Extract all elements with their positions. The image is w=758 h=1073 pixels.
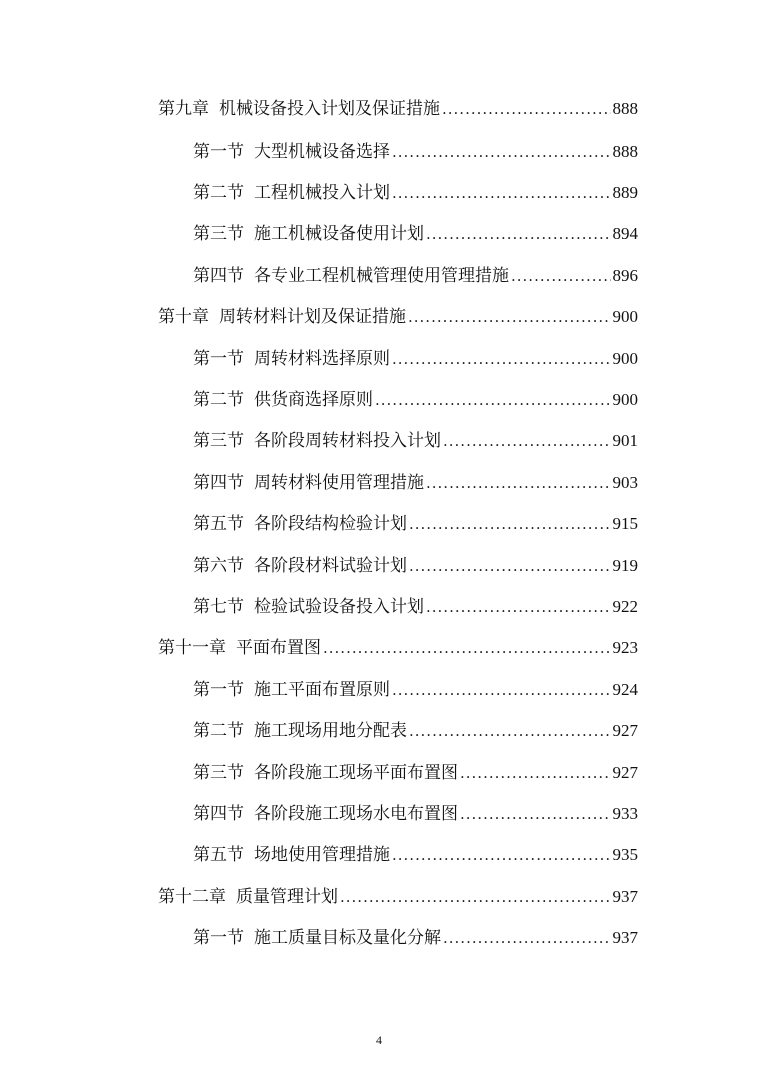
toc-entry-page: 900	[612, 307, 638, 326]
dot-leader	[375, 385, 611, 415]
dot-leader	[426, 219, 611, 249]
toc-entry-section	[193, 468, 638, 498]
toc-entry-label: 第五节	[193, 845, 244, 865]
toc-entry-label: 第三节	[193, 224, 244, 244]
toc-entry-label: 第四节	[193, 266, 244, 286]
toc-entry-page: 896	[612, 266, 638, 285]
toc-entry-page: 894	[612, 224, 638, 243]
toc-entry-page: 922	[612, 597, 638, 616]
toc-entry-title: 周转材料选择原则	[254, 349, 390, 369]
toc-entry-title: 周转材料计划及保证措施	[219, 307, 406, 327]
toc-entry-page: 901	[612, 431, 638, 450]
dot-leader	[409, 716, 611, 746]
toc-entry-label: 第一节	[193, 142, 244, 162]
toc-entry-label: 第四节	[193, 804, 244, 824]
dot-leader	[323, 633, 611, 663]
toc-entry-label: 第五节	[193, 514, 244, 534]
toc-entry-page: 927	[612, 763, 638, 782]
toc-entry-title: 质量管理计划	[236, 887, 338, 907]
toc-entry-label: 第四节	[193, 473, 244, 493]
toc-entry-section	[193, 758, 638, 788]
dot-leader	[426, 592, 611, 622]
toc-entry-page: 888	[612, 142, 638, 161]
toc-entry-section	[193, 592, 638, 622]
toc-entry-page: 923	[612, 638, 638, 657]
toc-entry-label: 第十一章	[158, 638, 226, 658]
toc-entry-section	[193, 551, 638, 581]
toc-entry-title: 施工现场用地分配表	[254, 721, 407, 741]
dot-leader	[408, 302, 611, 332]
toc-entry-title: 各阶段材料试验计划	[254, 556, 407, 576]
toc-entry-page: 900	[612, 390, 638, 409]
toc-entry-label: 第一节	[193, 349, 244, 369]
dot-leader	[443, 923, 611, 953]
toc-entry-page: 937	[612, 887, 638, 906]
toc-entry-page: 927	[612, 721, 638, 740]
toc-entry-title: 各专业工程机械管理使用管理措施	[254, 266, 509, 286]
toc-entry-title: 场地使用管理措施	[254, 845, 390, 865]
toc-entry-chapter	[158, 882, 638, 912]
toc-entry-chapter	[158, 302, 638, 332]
dot-leader	[511, 261, 611, 291]
toc-entry-label: 第二节	[193, 183, 244, 203]
toc-entry-title: 施工机械设备使用计划	[254, 224, 424, 244]
toc-entry-section	[193, 426, 638, 456]
toc-entry-section	[193, 923, 638, 953]
toc-entry-label: 第十二章	[158, 887, 226, 907]
dot-leader	[392, 675, 611, 705]
dot-leader	[392, 840, 611, 870]
dot-leader	[443, 426, 611, 456]
toc-entry-title: 供货商选择原则	[254, 390, 373, 410]
toc-entry-label: 第一节	[193, 680, 244, 700]
dot-leader	[340, 882, 611, 912]
dot-leader	[460, 758, 611, 788]
toc-entry-label: 第三节	[193, 763, 244, 783]
toc-entry-page: 900	[612, 349, 638, 368]
toc-entry-title: 各阶段施工现场水电布置图	[254, 804, 458, 824]
toc-entry-section	[193, 385, 638, 415]
toc-entry-chapter	[158, 94, 638, 124]
toc-entry-title: 各阶段结构检验计划	[254, 514, 407, 534]
toc-entry-page: 915	[612, 514, 638, 533]
dot-leader	[442, 94, 611, 124]
toc-entry-section	[193, 716, 638, 746]
page-number: 4	[376, 1033, 382, 1047]
toc-entry-label: 第二节	[193, 390, 244, 410]
toc-entry-section	[193, 675, 638, 705]
toc-entry-section	[193, 137, 638, 167]
toc-entry-section	[193, 178, 638, 208]
toc-entry-title: 周转材料使用管理措施	[254, 473, 424, 493]
toc-entry-page: 888	[612, 99, 638, 118]
toc-entry-page: 919	[612, 556, 638, 575]
toc-entry-label: 第七节	[193, 597, 244, 617]
toc-entry-title: 各阶段施工现场平面布置图	[254, 763, 458, 783]
toc-entry-section	[193, 509, 638, 539]
toc-entry-title: 平面布置图	[236, 638, 321, 658]
toc-entry-label: 第九章	[158, 99, 209, 119]
dot-leader	[426, 468, 611, 498]
dot-leader	[392, 137, 611, 167]
toc-entry-section	[193, 344, 638, 374]
toc-entry-title: 施工平面布置原则	[254, 680, 390, 700]
toc-entry-section	[193, 799, 638, 829]
dot-leader	[392, 178, 611, 208]
toc-entry-title: 大型机械设备选择	[254, 142, 390, 162]
toc-entry-title: 工程机械投入计划	[254, 183, 390, 203]
dot-leader	[392, 344, 611, 374]
toc-entry-page: 924	[612, 680, 638, 699]
toc-entry-title: 检验试验设备投入计划	[254, 597, 424, 617]
toc-entry-label: 第六节	[193, 556, 244, 576]
dot-leader	[460, 799, 611, 829]
toc-entry-page: 933	[612, 804, 638, 823]
toc-entry-title: 施工质量目标及量化分解	[254, 928, 441, 948]
dot-leader	[409, 551, 611, 581]
toc-entry-page: 889	[612, 183, 638, 202]
toc-entry-title: 机械设备投入计划及保证措施	[219, 99, 440, 119]
toc-entry-page: 903	[612, 473, 638, 492]
toc-entry-label: 第十章	[158, 307, 209, 327]
toc-entry-section	[193, 261, 638, 291]
toc-entry-page: 935	[612, 845, 638, 864]
dot-leader	[409, 509, 611, 539]
toc-entry-label: 第三节	[193, 431, 244, 451]
toc-entry-page: 937	[612, 928, 638, 947]
toc-entry-chapter	[158, 633, 638, 663]
toc-entry-label: 第一节	[193, 928, 244, 948]
toc-entry-section	[193, 219, 638, 249]
toc-entry-title: 各阶段周转材料投入计划	[254, 431, 441, 451]
toc-entry-label: 第二节	[193, 721, 244, 741]
toc-entry-section	[193, 840, 638, 870]
